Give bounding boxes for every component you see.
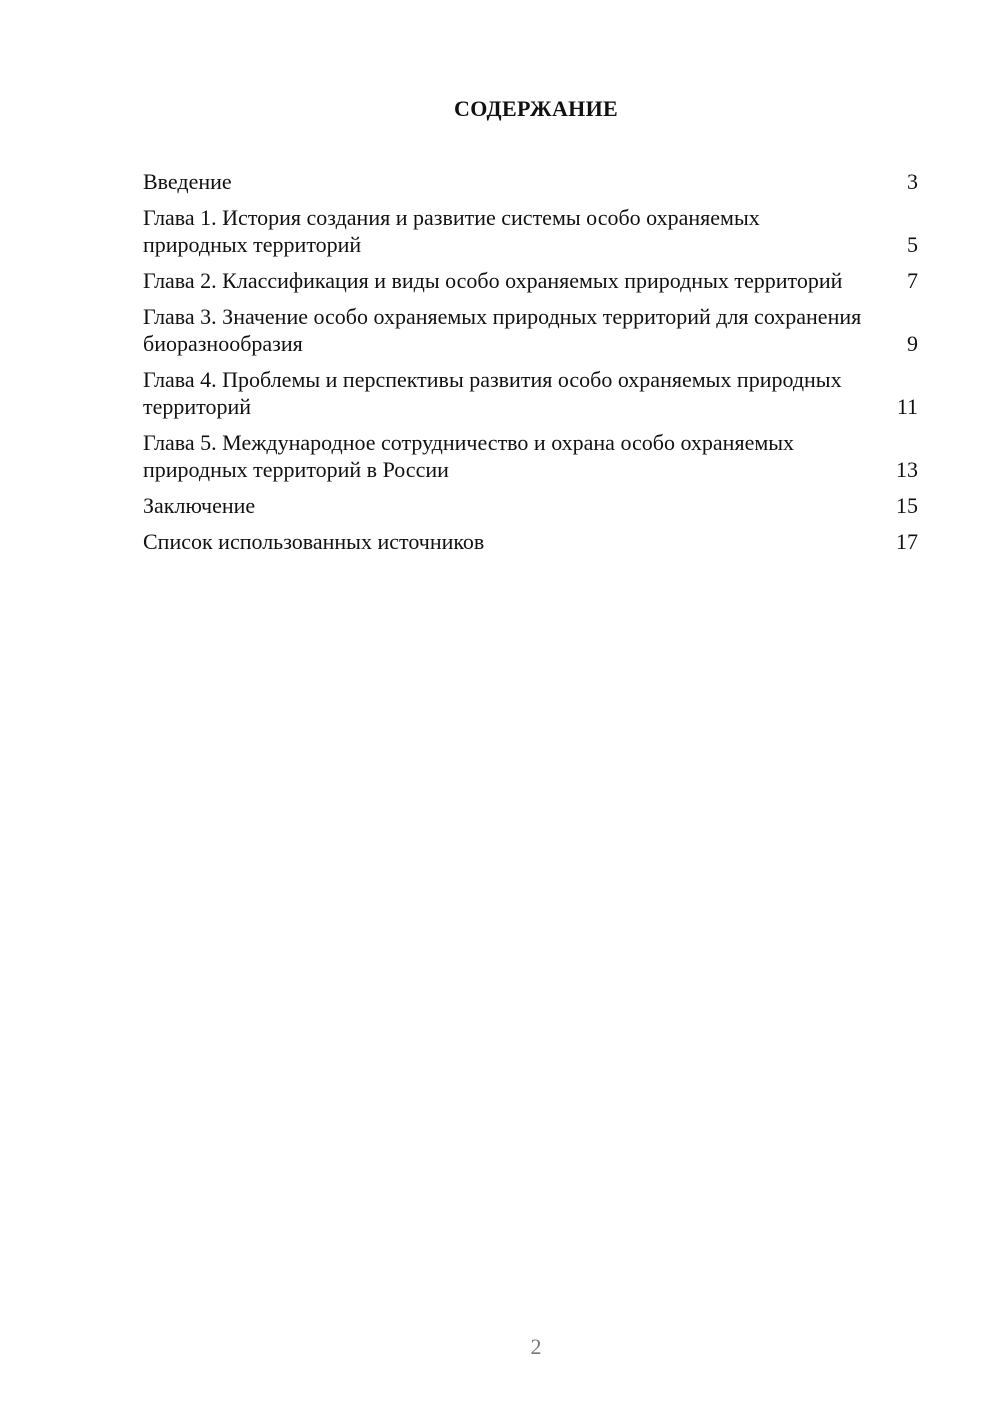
toc-entry-title: Глава 1. История создания и развитие системы особо охраняемых природных территорий [143, 205, 760, 257]
toc-entry-title: Глава 4. Проблемы и перспективы развития особо охраняемых природных территорий [143, 367, 842, 419]
toc-entry-references [143, 528, 918, 555]
toc-entry-page: 11 [896, 394, 918, 419]
toc-entry-title: Введение [143, 169, 232, 194]
toc-entry-page: 5 [907, 232, 918, 257]
toc-entry-page: 7 [907, 268, 918, 293]
toc-entry-conclusion [143, 492, 918, 519]
table-of-contents [143, 168, 918, 564]
toc-entry-page: 13 [896, 457, 918, 482]
toc-entry-page: 9 [907, 331, 918, 356]
toc-entry-title: Глава 3. Значение особо охраняемых природных территорий для сохранения биоразнообразия [143, 304, 862, 356]
toc-entry-title: Заключение [143, 493, 256, 518]
page-number: 2 [530, 1334, 542, 1359]
toc-entry-chapter-3 [143, 303, 918, 357]
toc-entry-chapter-1 [143, 204, 918, 258]
page-title: СОДЕРЖАНИЕ [454, 96, 618, 121]
toc-entry-chapter-5 [143, 429, 918, 483]
toc-entry-title: Глава 5. Международное сотрудничество и охрана особо охраняемых природных территорий в России [143, 430, 795, 482]
toc-entry-chapter-4 [143, 366, 918, 420]
toc-entry-chapter-2 [143, 267, 918, 294]
toc-entry-page: 15 [896, 493, 918, 518]
toc-entry-introduction [143, 168, 918, 195]
toc-entry-page: 17 [896, 529, 918, 554]
toc-entry-title: Глава 2. Классификация и виды особо охраняемых природных территорий [143, 268, 843, 293]
toc-entry-title: Список использованных источников [143, 529, 485, 554]
toc-entry-page: 3 [907, 169, 918, 194]
